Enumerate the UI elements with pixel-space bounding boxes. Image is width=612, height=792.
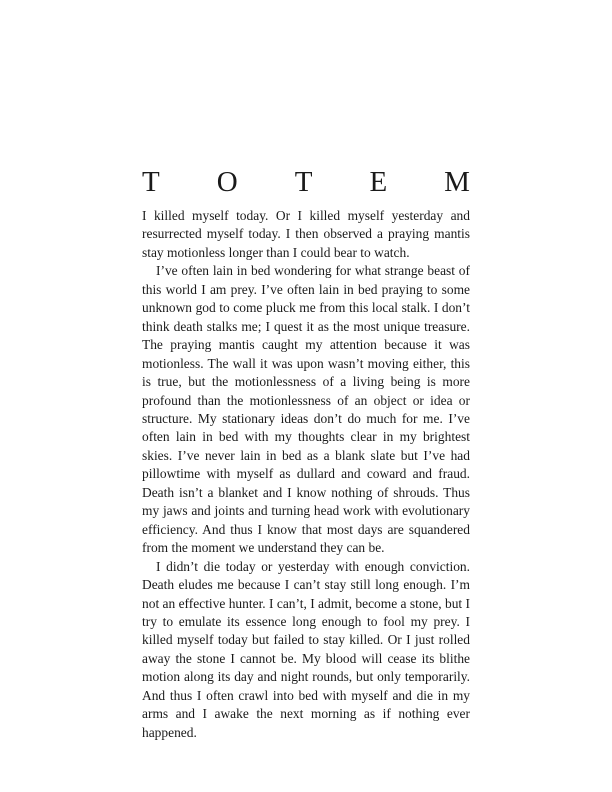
title-letter: T <box>142 166 160 198</box>
page-title <box>142 166 470 198</box>
paragraph-3: I didn’t die today or yesterday with enough conviction. Death eludes me because I can’t stay still long enough. I’m not an effective hunter. I can’t, I admit, become a stone, but I try to emulate its essence long enough to fool my prey. I killed myself today but failed to stay killed. Or I just rolled away the stone I cannot be. My blood will cease its blithe motion along its day and night rounds, but only temporarily. And thus I often crawl into bed with myself and die in my arms and I awake the next morning as if nothing ever happened. <box>142 558 470 740</box>
body-text <box>142 207 470 742</box>
title-letter: M <box>444 166 470 198</box>
paragraph-2: I’ve often lain in bed wondering for what strange beast of this world I am prey. I’ve often lain in bed praying to some unknown god to come pluck me from this local stalk. I don’t think death stalks me; I quest it as the most unique treasure. The praying mantis caught my attention because it was motionless. The wall it was upon wasn’t moving either, this is true, but the motionlessness of a living being is more profound than the motionlessness of an object or idea or structure. My stationary ideas don’t do much for me. I’ve often lain in bed with my thoughts clear in my brightest skies. I’ve never lain in bed as a blank slate but I’ve had pillowtime with myself as dullard and coward and fraud. Death isn’t a blanket and I know nothing of shrouds. Thus my jaws and joints and turning head work with evolutionary efficiency. And thus I know that most days are squandered from the moment we understand they can be. <box>142 263 470 556</box>
paragraph-1: I killed myself today. Or I killed myself yesterday and resurrected myself today. I then observed a praying mantis stay motionless longer than I could bear to watch. <box>142 208 470 260</box>
title-letter: O <box>216 166 238 198</box>
title-letter: E <box>369 166 388 198</box>
title-letter: T <box>294 166 313 198</box>
